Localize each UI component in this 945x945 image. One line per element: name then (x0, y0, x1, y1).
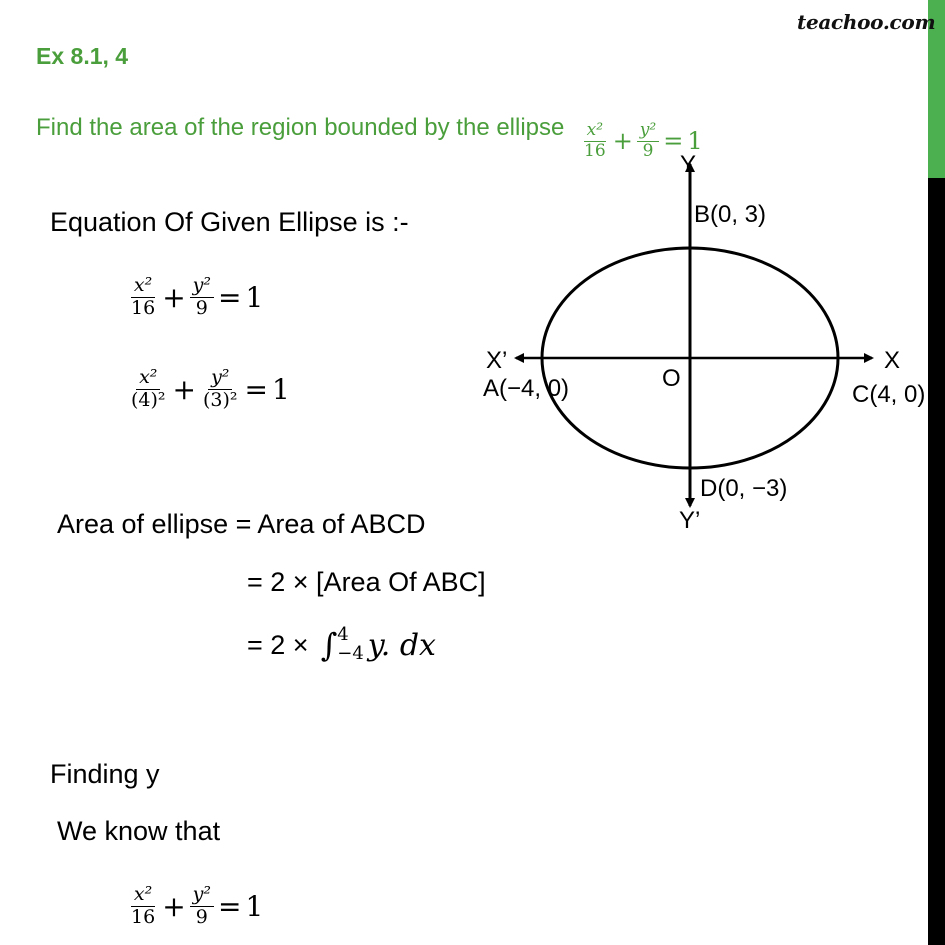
numerator: x² (584, 122, 606, 142)
point-b-label: B(0, 3) (694, 201, 767, 228)
denominator: 16 (131, 296, 156, 319)
fraction (190, 276, 214, 319)
we-know-text: We know that (57, 816, 221, 846)
plus-sign: + (162, 889, 186, 923)
point-a-label: A(−4, 0) (483, 375, 570, 402)
plus-sign: + (162, 280, 186, 314)
numerator: x² (136, 368, 160, 390)
origin-label: O (662, 365, 681, 392)
upper-limit: 4 (337, 624, 349, 646)
equation-2 (128, 368, 290, 411)
denominator: (4)² (131, 388, 166, 411)
point-d-label: D(0, −3) (700, 475, 788, 502)
ellipse-diagram (470, 140, 928, 540)
area-line-3 (247, 626, 436, 664)
rhs-value: 1 (245, 280, 264, 314)
integral-expression (321, 626, 436, 664)
integral-limits (337, 626, 364, 664)
fraction (200, 368, 241, 411)
lower-limit: −4 (337, 643, 364, 664)
rhs-value: 1 (687, 127, 703, 156)
plus-sign: + (612, 127, 633, 156)
equation-1 (128, 276, 263, 319)
numerator: y² (637, 122, 659, 142)
fraction (128, 885, 158, 928)
plus-sign: + (172, 372, 196, 406)
equals-sign: = (218, 280, 242, 314)
numerator: y² (208, 368, 232, 390)
denominator: 9 (195, 905, 208, 928)
y-axis-label: Y (680, 151, 697, 178)
numerator: y² (190, 276, 214, 298)
equals-sign: = (244, 372, 268, 406)
denominator: 9 (195, 296, 208, 319)
fraction (128, 368, 169, 411)
area-line-1: Area of ellipse = Area of ABCD (57, 509, 426, 539)
exercise-heading: Ex 8.1, 4 (36, 43, 129, 69)
integrand: y. dx (367, 627, 436, 663)
numerator: y² (190, 885, 214, 907)
point-c-label: C(4, 0) (852, 381, 926, 408)
intro-text: Equation Of Given Ellipse is :- (50, 207, 409, 237)
fraction (190, 885, 214, 928)
fraction (128, 276, 158, 319)
rhs-value: 1 (245, 889, 264, 923)
x-axis-label: X (884, 347, 901, 374)
denominator: 16 (131, 905, 156, 928)
numerator: x² (131, 276, 155, 298)
teachoo-logo: teachoo.com (797, 10, 936, 34)
rhs-value: 1 (272, 372, 290, 406)
denominator: (3)² (203, 388, 238, 411)
integral-sign: ∫ (320, 626, 338, 664)
finding-y-heading: Finding y (50, 759, 160, 789)
area-line-2: = 2 × [Area Of ABC] (247, 567, 486, 597)
area-line-3-prefix: = 2 × (247, 629, 309, 660)
denominator: 16 (584, 140, 606, 161)
x-prime-label: X’ (486, 347, 508, 374)
equals-sign: = (663, 127, 684, 156)
numerator: x² (131, 885, 155, 907)
question-label: Find the area of the region bounded by the ellipse (36, 114, 565, 141)
equation-3 (128, 885, 263, 928)
equals-sign: = (218, 889, 242, 923)
denominator: 9 (642, 140, 654, 161)
y-prime-label: Y’ (679, 507, 701, 534)
